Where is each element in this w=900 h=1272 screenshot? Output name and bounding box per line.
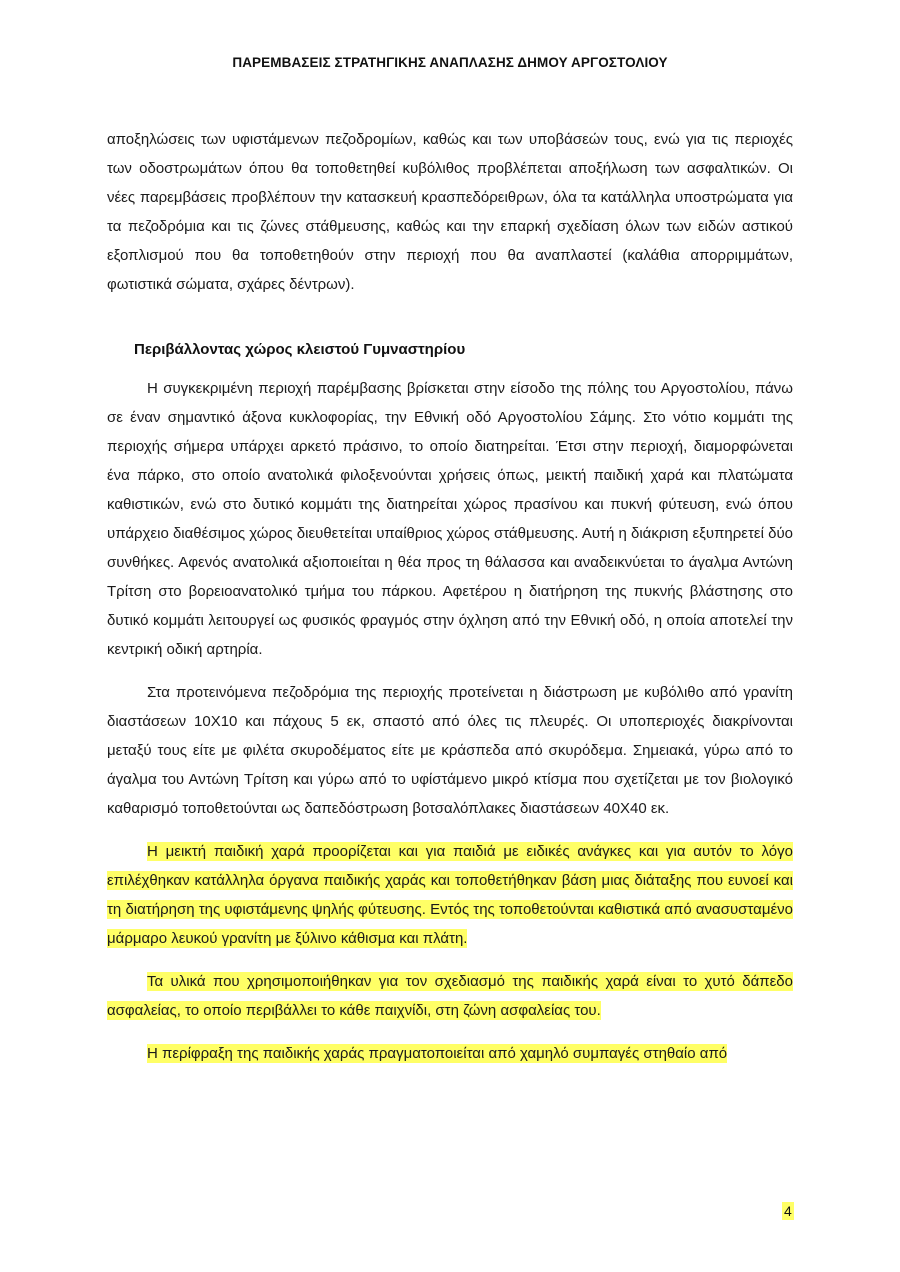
- paragraph-playground: [107, 837, 793, 953]
- paragraph-playground-fence: [107, 1039, 793, 1068]
- paragraph-pavements: Στα προτεινόμενα πεζοδρόμια της περιοχής προτείνεται η διάστρωση με κυβόλιθο από γρανίτη διαστάσεων 10Χ10 και πάχους 5 εκ, σπαστό από όλες τις πλευρές. Οι υποπεριοχές διακρίνονται μεταξύ τους είτε με φιλέτα σκυροδέματος είτε με κράσπεδα από σκυρόδεμα. Σημειακά, γύρω από το άγαλμα του Αντώνη Τρίτση και γύρω από το υφίστάμενο μικρό κτίσμα που σχετίζεται με τον βιολογικό καθαρισμό τοποθετούνται ως δαπεδόστρωση βοτσαλόπλακες διαστάσεων 40Χ40 εκ.: [107, 684, 793, 817]
- page-content: [107, 125, 793, 1068]
- page-number: 4: [784, 1203, 792, 1219]
- paragraph-demolition: αποξηλώσεις των υφιστάμενων πεζοδρομίων, καθώς και των υποβάσεών τους, ενώ για τις περιοχές των οδοστρωμάτων όπου θα τοποθετηθεί κυβόλιθος προβλέπεται αποξήλωση των ασφαλτικών. Οι νέες παρεμβάσεις προβλέπουν την κατασκευή κρασπεδόρειθρων, όλα τα κατάλληλα υποστρώματα για τα πεζοδρόμια και τις ζώνες στάθμευσης, καθώς και την επαρκή σχεδίαση όλων των ειδών αστικού εξοπλισμού που θα τοποθετηθούν στην περιοχή που θα αναπλαστεί (καλάθια απορριμμάτων, φωτιστικά σώματα, σχάρες δέντρων).: [107, 131, 793, 293]
- paragraph-intervention-area: Η συγκεκριμένη περιοχή παρέμβασης βρίσκεται στην είσοδο της πόλης του Αργοστολίου, πάνω σε έναν σημαντικό άξονα κυκλοφορίας, την Εθνική οδό Αργοστολίου Σάμης. Στο νότιο κομμάτι της περιοχής σήμερα υπάρχει αρκετό πράσινο, το οποίο διατηρείται. Έτσι στην περιοχή, διαμορφώνεται ένα πάρκο, στο οποίο ανατολικά φιλοξενούνται χρήσεις όπως, μεικτή παιδική χαρά και πλατώματα καθιστικών, ενώ στο δυτικό κομμάτι της διατηρείται χώρος πρασίνου και πυκνή φύτευση, ενώ όπου υπάρχειο διαθέσιμος χώρος διευθετείται υπαίθριος χώρος στάθμευσης. Αυτή η διάκριση εξυπηρετεί δύο συνθήκες. Αφενός ανατολικά αξιοποιείται η θέα προς τη θάλασσα και αναδεικνύεται το άγαλμα Αντώνη Τρίτση στο βορειοανατολικό τμήμα του πάρκου. Αφετέρου η διατήρηση της πυκνής βλάστησης στο δυτικό κομμάτι λειτουργεί ως φυσικός φραγμός στην όχληση από την Εθνική οδό, η οποία αποτελεί την κεντρική οδική αρτηρία.: [107, 380, 793, 658]
- highlighted-text: Η περίφραξη της παιδικής χαράς πραγματοποιείται από χαμηλό συμπαγές στηθαίο από: [147, 1045, 728, 1062]
- paragraph-playground-materials: [107, 967, 793, 1025]
- highlighted-text: Τα υλικά που χρησιμοποιήθηκαν για τον σχεδιασμό της παιδικής χαρά είναι το χυτό δάπεδο ασφαλείας, το οποίο περιβάλλει το κάθε παιχνίδι, στη ζώνη ασφαλείας του.: [107, 973, 793, 1019]
- highlighted-text: Η μεικτή παιδική χαρά προορίζεται και για παιδιά με ειδικές ανάγκες και για αυτόν το λόγο επιλέχθηκαν κατάλληλα όργανα παιδικής χαράς και τοποθετήθηκαν βάση μιας διάταξης που ευνοεί και τη διατήρηση της υφιστάμενης ψηλής φύτευσης. Εντός της τοποθετούνται καθιστικά από ανασυσταμένο μάρμαρο λευκού γρανίτη με ξύλινο κάθισμα και πλάτη.: [107, 843, 793, 947]
- section-heading: Περιβάλλοντας χώρος κλειστού Γυμναστηρίου: [134, 341, 466, 358]
- running-header: ΠΑΡΕΜΒΑΣΕΙΣ ΣΤΡΑΤΗΓΙΚΗΣ ΑΝΑΠΛΑΣΗΣ ΔΗΜΟΥ ΑΡΓΟΣΤΟΛΙΟΥ: [232, 55, 668, 70]
